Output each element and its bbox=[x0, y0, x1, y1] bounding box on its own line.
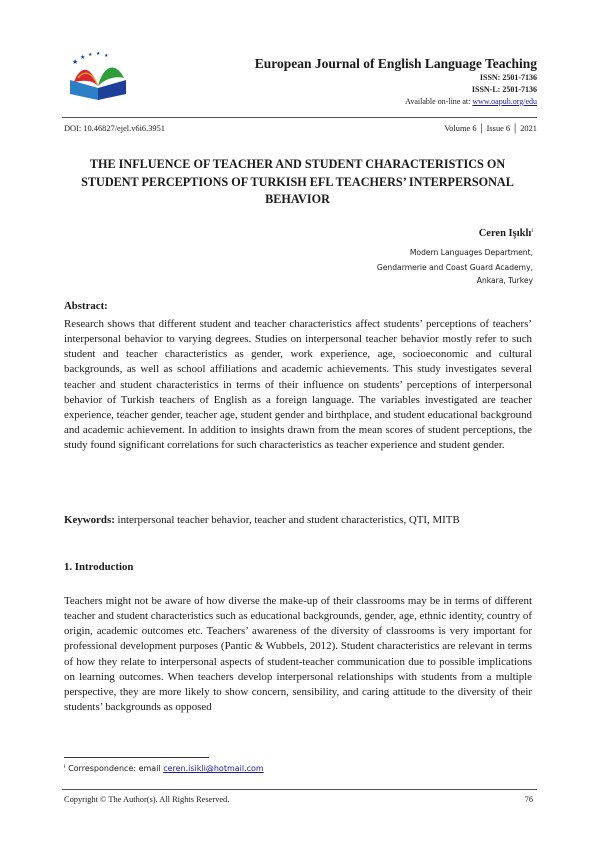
footnote-divider bbox=[64, 757, 209, 758]
copyright-notice: Copyright © The Author(s). All Rights Reserved. bbox=[64, 795, 230, 804]
footnote-prefix: Correspondence: email bbox=[65, 764, 164, 773]
introduction-body: Teachers might not be aware of how diverse the make-up of their classrooms may be in terms of different teacher and student characteristics such as educational backgrounds, gender, age, ethnic identity, country of origin, academic outcomes etc. Teachers’ awareness of the diversity of classrooms is very important for professional development purposes (Pantic & Wubbels, 2012). Student characteristics are relevant in terms of how they relate to interpersonal aspects of student-teacher communication due to possible implications on learning outcomes. When teachers develop interpersonal relationships with students from a multiple perspective, they are more likely to show concern, sensibility, and caring attitude to the diversity of their students’ backgrounds as opposed bbox=[64, 595, 532, 714]
svg-text:★: ★ bbox=[104, 54, 109, 59]
issn-l: ISSN-L: 2501-7136 bbox=[471, 85, 537, 94]
header-divider bbox=[62, 117, 537, 118]
svg-text:★: ★ bbox=[88, 53, 93, 58]
journal-website-link[interactable]: www.oapub.org/edu bbox=[472, 97, 537, 106]
keywords bbox=[64, 513, 532, 528]
journal-title: European Journal of English Language Teaching bbox=[254, 56, 537, 71]
affiliation-institution: Gendarmerie and Coast Guard Academy, bbox=[376, 263, 533, 272]
affiliation-location: Ankara, Turkey bbox=[476, 276, 533, 285]
keywords-label: Keywords: bbox=[64, 514, 115, 526]
volume-issue: Volume 6 │ Issue 6 │ 2021 bbox=[444, 124, 537, 133]
article-title: THE INFLUENCE OF TEACHER AND STUDENT CHARACTERISTICS ON STUDENT PERCEPTIONS OF TURKISH EFL TEACHERS’ INTERPERSONAL BEHAVIOR bbox=[81, 157, 514, 206]
footer-divider bbox=[62, 789, 537, 790]
book-logo-icon bbox=[66, 50, 130, 102]
author-footnote-mark[interactable]: i bbox=[531, 228, 533, 234]
issn: ISSN: 2501-7136 bbox=[479, 73, 537, 82]
online-availability bbox=[405, 97, 537, 106]
keywords-list: interpersonal teacher behavior, teacher and student characteristics, QTI, MITB bbox=[114, 514, 460, 526]
doi: DOI: 10.46827/ejel.v6i6.3951 bbox=[64, 124, 165, 133]
journal-logo bbox=[66, 50, 130, 102]
author-name-text: Ceren Işıklı bbox=[478, 228, 532, 239]
svg-text:★: ★ bbox=[96, 52, 101, 57]
page-number: 76 bbox=[524, 795, 533, 804]
author-name bbox=[479, 228, 533, 239]
footnote-mark: i bbox=[64, 764, 66, 770]
svg-text:★: ★ bbox=[80, 55, 86, 61]
section-heading-introduction: 1. Introduction bbox=[64, 561, 134, 573]
abstract-body: Research shows that different student and teacher characteristics affect students’ perceptions of teachers’ interpersonal behavior to varying degrees. Studies on interpersonal teacher behavior mostly refer to such student and teacher characteristics as gender, work experience, age, socioeconomic and cultural backgrounds, as well as school affiliations and academic achievements. This study investigates several teacher and student characteristics in terms of their influence on students’ perceptions of interpersonal behavior of Turkish teachers of English as a foreign language. The variables investigated are teacher experience, teacher gender, teacher age, student gender and birthplace, and student educational background and academic achievement. In addition to insights drawn from the mean scores of student perceptions, the study found significant correlations for such characteristics as teacher experience and student gender. bbox=[64, 318, 532, 452]
affiliation-department: Modern Languages Department, bbox=[409, 248, 533, 257]
svg-text:★: ★ bbox=[72, 58, 79, 66]
footnote bbox=[64, 764, 264, 773]
online-prefix: Available on-line at: bbox=[405, 97, 473, 106]
author-email-link[interactable]: ceren.isikli@hotmail.com bbox=[163, 764, 264, 773]
abstract-heading: Abstract: bbox=[64, 300, 108, 312]
